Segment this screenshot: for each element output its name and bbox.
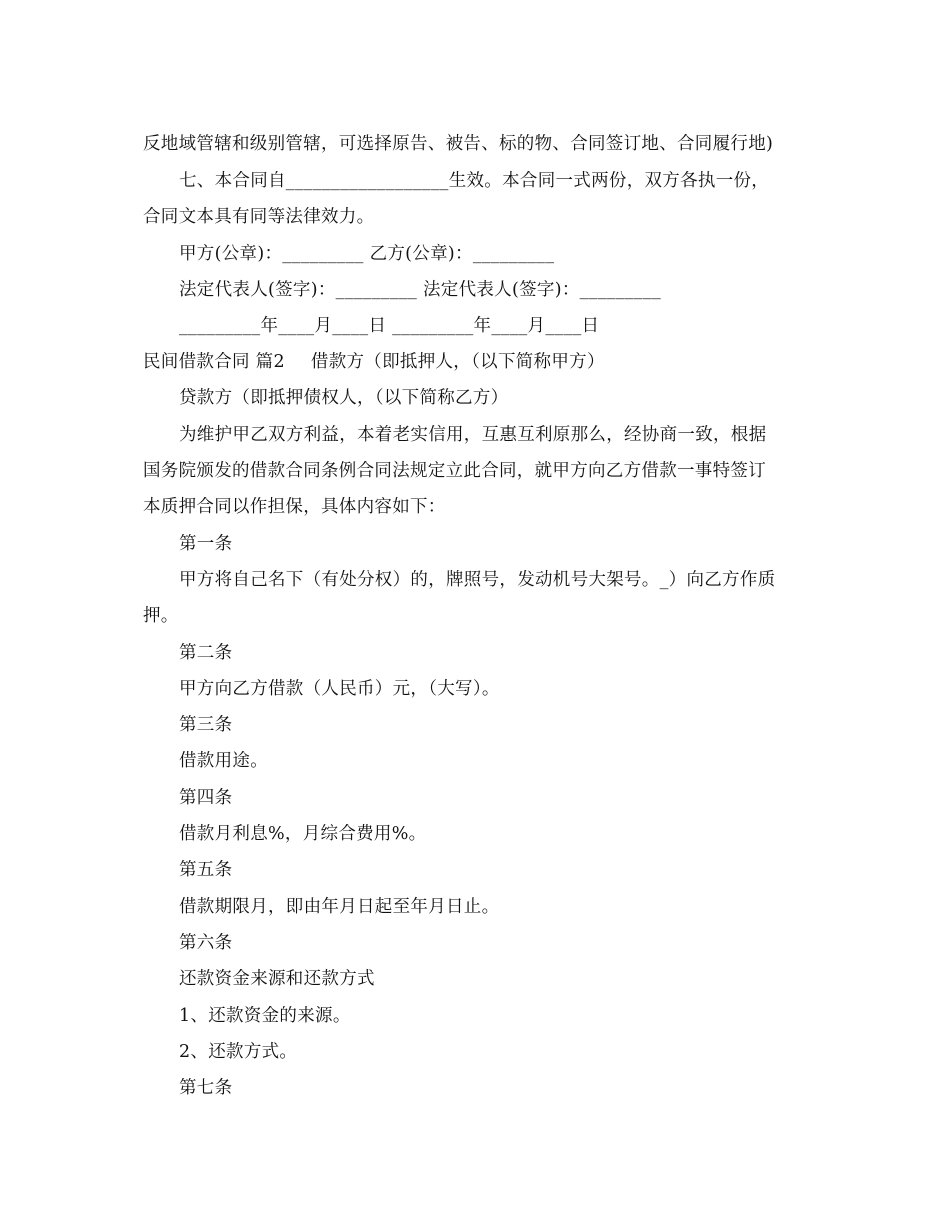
signature-representative-line: 法定代表人(签字)：_________ 法定代表人(签字)：_________ (179, 280, 662, 300)
article-2-body: 甲方向乙方借款（人民币）元，（大写）。 (179, 679, 500, 699)
article-4-heading: 第四条 (179, 788, 233, 808)
article-5-body: 借款期限月，即由年月日起至年月日止。 (179, 897, 500, 917)
article-6-body: 还款资金来源和还款方式 (179, 969, 375, 989)
article-1-body-cont: 押。 (143, 606, 179, 626)
article-6-item-2: 2、还款方式。 (179, 1042, 298, 1062)
article-2-heading: 第二条 (179, 643, 233, 663)
preamble-line-2: 国务院颁发的借款合同条例合同法规定立此合同，就甲方向乙方借款一事特签订 (143, 461, 766, 481)
borrower-party: 借款方（即抵押人，（以下简称甲方） (310, 352, 605, 372)
article-4-body: 借款月利息%，月综合费用%。 (179, 824, 427, 844)
article-6-item-1: 1、还款资金的来源。 (179, 1006, 351, 1026)
paragraph-effective-clause: 七、本合同自__________________生效。本合同一式两份，双方各执一份， (179, 171, 770, 191)
article-5-heading: 第五条 (179, 860, 233, 880)
article-1-heading: 第一条 (179, 534, 233, 554)
article-1-body: 甲方将自己名下（有处分权）的，牌照号，发动机号大架号。_）向乙方作质 (179, 570, 776, 590)
paragraph-effective-clause-cont: 合同文本具有同等法律效力。 (143, 207, 375, 227)
article-6-heading: 第六条 (179, 933, 233, 953)
article-7-heading: 第七条 (179, 1078, 233, 1098)
paragraph-jurisdiction-note: 反地域管辖和级别管辖，可选择原告、被告、标的物、合同签订地、合同履行地) (143, 134, 774, 154)
signature-date-line: _________年____月____日 _________年____月____日 (179, 316, 600, 336)
article-3-body: 借款用途。 (179, 751, 268, 771)
article-3-heading: 第三条 (179, 715, 233, 735)
preamble-line-1: 为维护甲乙双方利益，本着老实信用，互惠互利原那么，经协商一致，根据 (179, 425, 767, 445)
signature-seal-line: 甲方(公章)：_________ 乙方(公章)：_________ (179, 244, 555, 264)
contract-heading-line (143, 350, 810, 374)
lender-party: 贷款方（即抵押债权人，（以下简称乙方） (179, 388, 509, 408)
contract-title: 民间借款合同 篇2 (143, 352, 285, 372)
preamble-line-3: 本质押合同以作担保，具体内容如下： (143, 497, 446, 517)
